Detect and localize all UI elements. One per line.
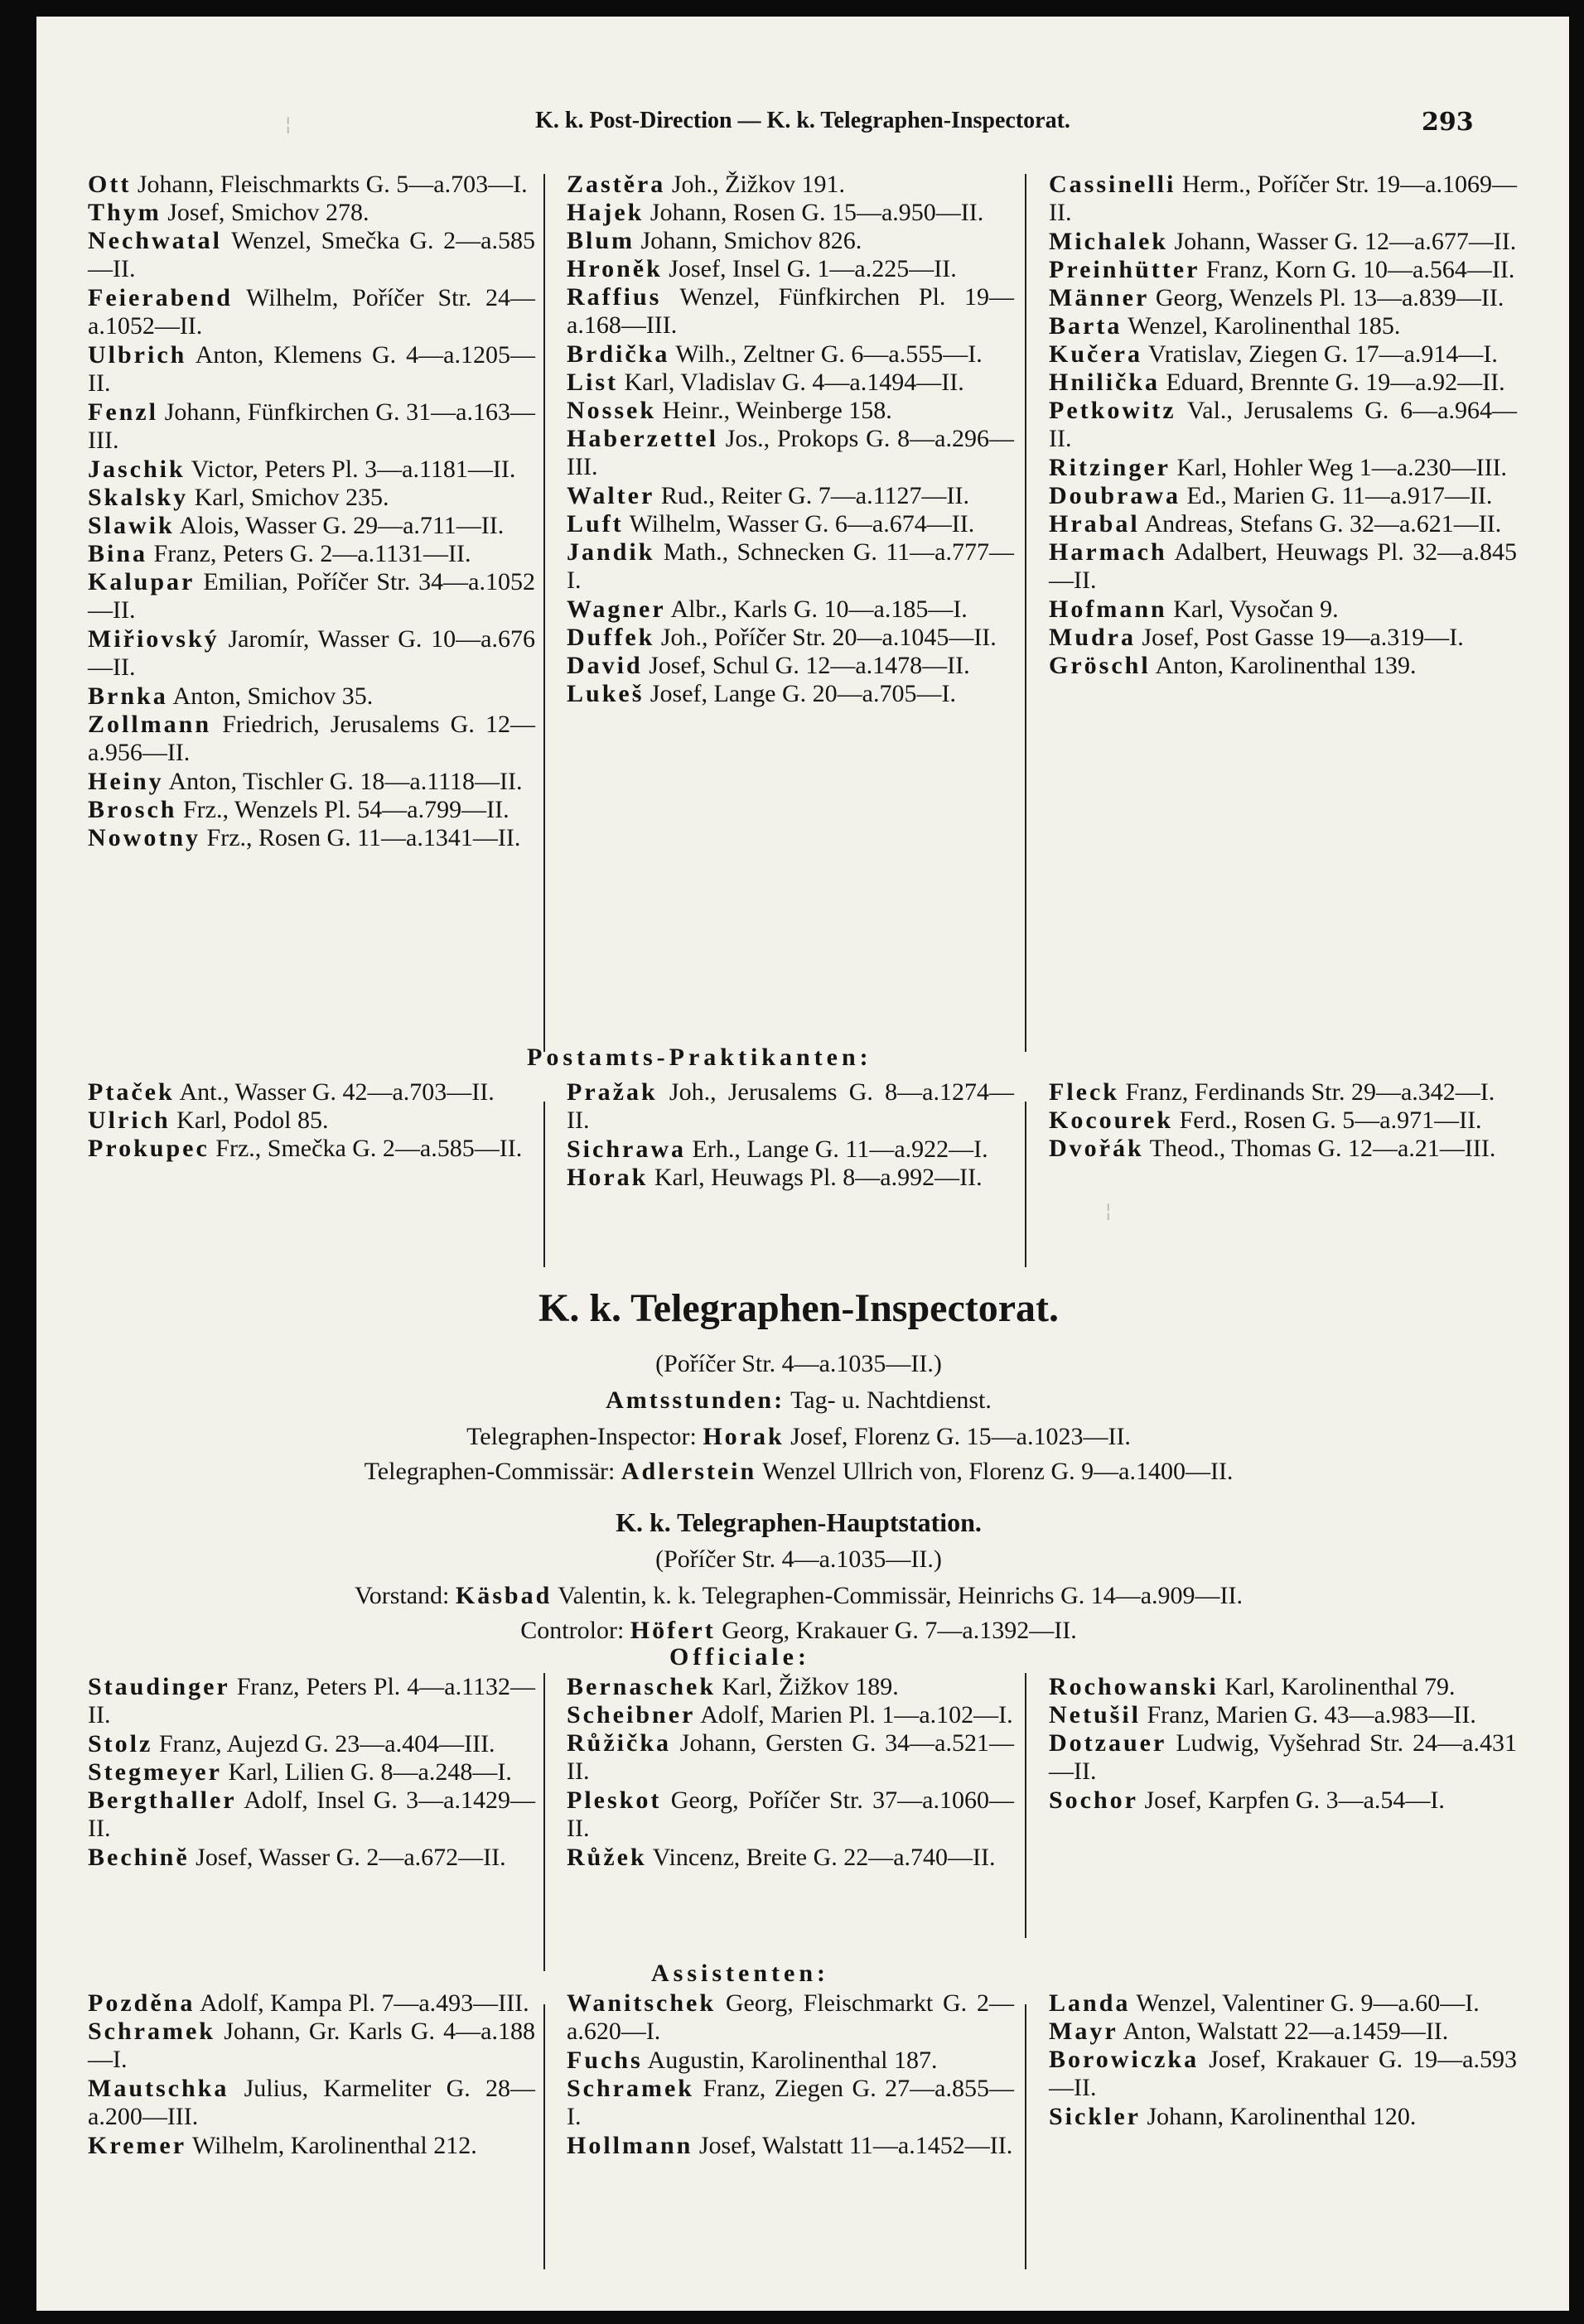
entry-surname: Raffius [567, 283, 662, 311]
directory-entry [567, 1164, 1014, 1192]
entry-surname: Dvořák [1049, 1135, 1144, 1162]
directory-entry [88, 768, 535, 796]
entry-surname: Pražak [567, 1078, 658, 1106]
entry-details: Johann, Smichov 826. [635, 227, 862, 254]
entry-details: Adolf, Kampa Pl. 7—a.493—III. [195, 1989, 529, 2017]
running-header [36, 108, 1569, 141]
entry-surname: Pozděna [88, 1989, 196, 2017]
entry-details: Josef, Krakauer G. 19—a.593—II. [1049, 2046, 1517, 2102]
directory-entry [1049, 397, 1517, 454]
directory-entry [567, 340, 1014, 369]
directory-entry [1049, 1135, 1517, 1163]
entry-surname: Hroněk [567, 255, 663, 282]
section-heading-officiale: Officiale: [669, 1643, 810, 1671]
entry-surname: Schramek [88, 2018, 215, 2045]
entry-surname: Horak [567, 1164, 649, 1191]
entry-details: Georg, Poříčer Str. 37—a.1060—II. [567, 1786, 1014, 1843]
directory-entry [567, 425, 1014, 482]
column-rule [543, 174, 545, 1052]
directory-entry [88, 1730, 535, 1758]
column-rule [1025, 1673, 1026, 1938]
entry-surname: Luft [567, 510, 624, 538]
directory-entry [1049, 652, 1517, 680]
entry-surname: Pleskot [567, 1786, 662, 1814]
entry-details: Joh., Poříčer Str. 20—a.1045—II. [654, 624, 997, 651]
entry-surname: Fleck [1049, 1078, 1119, 1106]
directory-entry [1049, 284, 1517, 312]
directory-entry [88, 2132, 535, 2160]
entry-surname: Nowotny [88, 824, 201, 851]
directory-entry [567, 2132, 1014, 2160]
controlor-name: Höfert [630, 1617, 716, 1644]
entry-surname: Schramek [567, 2075, 694, 2102]
entry-details: Franz, Marien G. 43—a.983—II. [1141, 1701, 1476, 1729]
entry-details: Wilh., Zeltner G. 6—a.555—I. [669, 340, 983, 368]
entry-details: Friedrich, Jerusalems G. 12—a.956—II. [88, 711, 535, 767]
vorstand-name: Käsbad [455, 1582, 553, 1609]
directory-entry [567, 283, 1014, 340]
column-rule [1025, 1102, 1026, 1267]
entry-details: Johann, Karolinenthal 120. [1141, 2103, 1417, 2130]
directory-entry [88, 484, 535, 512]
entry-surname: Männer [1049, 284, 1150, 311]
entry-surname: Brnka [88, 682, 168, 710]
directory-entry [88, 512, 535, 540]
directory-entry [1049, 595, 1517, 624]
entry-surname: Hrabal [1049, 510, 1140, 538]
directory-entry [88, 568, 535, 625]
page-number: 293 [1422, 108, 1474, 137]
entry-surname: Nossek [567, 397, 657, 424]
entry-surname: Harmach [1049, 538, 1167, 566]
entry-surname: Nechwatal [88, 227, 222, 254]
entry-details: Wenzel, Karolinenthal 185. [1122, 312, 1401, 340]
entry-details: Vincenz, Breite G. 22—a.740—II. [646, 1844, 996, 1871]
inspector-label: Telegraphen-Inspector: [466, 1423, 703, 1450]
entry-details: Augustin, Karolinenthal 187. [642, 2047, 938, 2074]
entry-surname: List [567, 369, 619, 396]
directory-entry [1049, 1107, 1517, 1135]
directory-entry [567, 171, 1014, 199]
column-rule [1025, 2004, 1026, 2269]
controlor-line [136, 1617, 1461, 1645]
entry-details: Anton, Tischler G. 18—a.1118—II. [163, 768, 523, 795]
entry-details: Franz, Ferdinands Str. 29—a.342—I. [1118, 1078, 1495, 1106]
entry-surname: Skalsky [88, 484, 189, 511]
entry-surname: Lukeš [567, 680, 645, 707]
entry-surname: Hollmann [567, 2132, 693, 2159]
hauptstation-heading: K. k. Telegraphen-Hauptstation. [616, 1507, 982, 1537]
entry-surname: David [567, 652, 643, 679]
entry-surname: Fuchs [567, 2047, 643, 2074]
document-page [36, 17, 1569, 2311]
entry-details: Ed., Marien G. 11—a.917—II. [1181, 482, 1493, 509]
entry-surname: Dotzauer [1049, 1729, 1167, 1757]
entry-surname: Scheibner [567, 1701, 696, 1729]
column-rule [543, 2004, 545, 2269]
directory-entry [567, 595, 1014, 624]
directory-entry [1049, 482, 1517, 510]
directory-entry [1049, 2103, 1517, 2131]
entry-details: Karl, Žižkov 189. [716, 1673, 899, 1700]
directory-entry [88, 1078, 535, 1107]
directory-entry [88, 227, 535, 284]
directory-entry [88, 1107, 535, 1135]
directory-entry [567, 538, 1014, 595]
entry-surname: Staudinger [88, 1673, 230, 1700]
entry-surname: Wagner [567, 595, 666, 623]
entry-surname: Petkowitz [1049, 397, 1176, 424]
entry-surname: Slawik [88, 512, 175, 539]
entry-details: Joh., Žižkov 191. [665, 171, 845, 198]
entry-details: Johann, Gersten G. 34—a.521—II. [567, 1729, 1014, 1786]
entry-details: Wilhelm, Karolinenthal 212. [186, 2132, 477, 2159]
entry-details: Karl, Lilien G. 8—a.248—I. [221, 1758, 512, 1786]
entry-details: Adolf, Marien Pl. 1—a.102—I. [695, 1701, 1013, 1729]
directory-entry [88, 2075, 535, 2132]
entry-surname: Bechinĕ [88, 1844, 190, 1871]
entry-details: Karl, Vladislav G. 4—a.1494—II. [618, 369, 964, 396]
entry-surname: Thym [88, 199, 162, 226]
commissar-label: Telegraphen-Commissär: [364, 1458, 621, 1485]
directory-entry [88, 1673, 535, 1730]
directory-entry [1049, 1729, 1517, 1786]
directory-entry [1049, 1989, 1517, 2018]
directory-entry [567, 1989, 1014, 2047]
entry-details: Josef, Karpfen G. 3—a.54—I. [1138, 1786, 1445, 1814]
entry-surname: Jandik [567, 538, 655, 566]
entry-surname: Barta [1049, 312, 1123, 340]
entry-surname: Mautschka [88, 2075, 229, 2102]
entry-details: Val., Jerusalems G. 6—a.964—II. [1049, 397, 1517, 453]
entry-surname: Rochowanski [1049, 1673, 1219, 1700]
directory-entry [88, 398, 535, 456]
entry-details: Eduard, Brennte G. 19—a.92—II. [1160, 369, 1505, 396]
directory-entry [567, 2075, 1014, 2132]
hauptstation-address: (Poříčer Str. 4—a.1035—II.) [655, 1545, 942, 1573]
entry-surname: Bina [88, 540, 148, 567]
entry-surname: Netušil [1049, 1701, 1141, 1729]
entry-surname: Stolz [88, 1730, 153, 1757]
directory-entry [88, 1786, 535, 1844]
directory-entry [1049, 1078, 1517, 1107]
entry-details: Joh., Jerusalems G. 8—a.1274—II. [567, 1078, 1014, 1135]
directory-entry [88, 284, 535, 341]
directory-entry [1049, 312, 1517, 340]
inspectorat-address: (Poříčer Str. 4—a.1035—II.) [655, 1350, 942, 1377]
directory-entry [567, 227, 1014, 255]
entry-surname: Feierabend [88, 284, 233, 311]
directory-entry [567, 2047, 1014, 2075]
vorstand-line [136, 1582, 1461, 1610]
entry-surname: Gröschl [1049, 652, 1151, 679]
entry-surname: Sickler [1049, 2103, 1141, 2130]
entry-details: Franz, Korn G. 10—a.564—II. [1200, 256, 1515, 283]
directory-entry [1049, 510, 1517, 538]
entry-details: Andreas, Stefans G. 32—a.621—II. [1139, 510, 1502, 538]
entry-surname: Sichrawa [567, 1135, 686, 1163]
directory-entry [567, 255, 1014, 283]
entry-surname: Mudra [1049, 624, 1136, 651]
entry-surname: Walter [567, 482, 655, 509]
entry-details: Frz., Wenzels Pl. 54—a.799—II. [176, 796, 509, 823]
entry-details: Jaromír, Wasser G. 10—a.676—II. [88, 625, 535, 682]
entry-details: Ant., Wasser G. 42—a.703—II. [174, 1078, 495, 1106]
directory-entry [567, 652, 1014, 680]
entry-surname: Ritzinger [1049, 454, 1171, 481]
entry-surname: Heiny [88, 768, 164, 795]
entry-details: Franz, Peters G. 2—a.1131—II. [147, 540, 471, 567]
entry-surname: Duffek [567, 624, 655, 651]
entry-details: Georg, Fleischmarkt G. 2—a.620—I. [567, 1989, 1014, 2046]
inspectorat-heading: K. k. Telegraphen-Inspectorat. [538, 1286, 1060, 1330]
entry-details: Ludwig, Vyšehrad Str. 24—a.431—II. [1049, 1729, 1517, 1786]
directory-entry [88, 682, 535, 711]
entry-details: Josef, Walstatt 11—a.1452—II. [693, 2132, 1013, 2159]
entry-details: Heinr., Weinberge 158. [656, 397, 892, 424]
entry-details: Johann, Fünfkirchen G. 31—a.163—III. [88, 398, 535, 455]
directory-entry [88, 711, 535, 768]
entry-details: Josef, Schul G. 12—a.1478—II. [642, 652, 970, 679]
directory-entry [1049, 1701, 1517, 1729]
entry-details: Karl, Vysočan 9. [1166, 595, 1339, 623]
directory-entry [1049, 1786, 1517, 1815]
directory-entry [567, 1729, 1014, 1786]
commissar-line [136, 1458, 1461, 1486]
header-title: K. k. Post-Direction — K. k. Telegraphen-Inspectorat. [535, 108, 1070, 133]
directory-entry [567, 1673, 1014, 1701]
directory-entry [567, 397, 1014, 425]
entry-details: Frz., Smečka G. 2—a.585—II. [209, 1135, 523, 1162]
directory-entry [567, 624, 1014, 652]
directory-entry [1049, 256, 1517, 284]
entry-details: Wilhelm, Wasser G. 6—a.674—II. [623, 510, 975, 538]
entry-surname: Jaschik [88, 456, 186, 483]
directory-entry [88, 796, 535, 824]
section-heading-assistenten: Assistenten: [651, 1960, 829, 1987]
column-rule [543, 1673, 545, 1971]
entry-details: Franz, Peters Pl. 4—a.1132—II. [88, 1673, 535, 1729]
entry-details: Karl, Smichov 235. [188, 484, 389, 511]
entry-surname: Zollmann [88, 711, 212, 738]
entry-details: Wenzel, Valentiner G. 9—a.60—I. [1130, 1989, 1480, 2017]
entry-details: Johann, Wasser G. 12—a.677—II. [1168, 228, 1517, 255]
entry-details: Franz, Ziegen G. 27—a.855—I. [567, 2075, 1014, 2131]
entry-details: Albr., Karls G. 10—a.185—I. [665, 595, 968, 623]
entry-surname: Brdička [567, 340, 670, 368]
entry-details: Josef, Post Gasse 19—a.319—I. [1136, 624, 1464, 651]
hours-label: Amtsstunden: [606, 1386, 785, 1414]
entry-details: Emilian, Poříčer Str. 34—a.1052—II. [88, 568, 535, 624]
entry-details: Karl, Podol 85. [170, 1107, 329, 1134]
directory-entry [1049, 1673, 1517, 1701]
vorstand-label: Vorstand: [354, 1582, 456, 1609]
entry-details: Adalbert, Heuwags Pl. 32—a.845—II. [1049, 538, 1517, 595]
directory-entry [567, 1078, 1014, 1135]
inspector-name: Horak [703, 1423, 785, 1450]
directory-entry [88, 341, 535, 398]
directory-entry [88, 171, 535, 199]
entry-details: Josef, Smichov 278. [161, 199, 369, 226]
entry-surname: Hnilička [1049, 369, 1161, 396]
directory-entry [88, 1758, 535, 1786]
entry-details: Karl, Karolinenthal 79. [1218, 1673, 1456, 1700]
controlor-details: Georg, Krakauer G. 7—a.1392—II. [715, 1617, 1077, 1644]
entry-details: Franz, Aujezd G. 23—a.404—III. [152, 1730, 495, 1757]
hours-value: Tag- u. Nachtdienst. [785, 1386, 992, 1414]
entry-details: Herm., Poříčer Str. 19—a.1069—II. [1049, 171, 1517, 227]
entry-surname: Stegmeyer [88, 1758, 222, 1786]
directory-entry [88, 199, 535, 227]
controlor-label: Controlor: [520, 1617, 630, 1644]
directory-entry [567, 369, 1014, 397]
entry-surname: Wanitschek [567, 1989, 717, 2017]
entry-surname: Ulrich [88, 1107, 171, 1134]
entry-details: Wenzel, Fünfkirchen Pl. 19—a.168—III. [567, 283, 1014, 340]
directory-entry [1049, 2018, 1517, 2046]
directory-entry [88, 824, 535, 852]
entry-details: Julius, Karmeliter G. 28—a.200—III. [88, 2075, 535, 2131]
entry-surname: Landa [1049, 1989, 1131, 2017]
directory-entry [1049, 538, 1517, 595]
directory-entry [567, 1786, 1014, 1844]
directory-entry [88, 2018, 535, 2075]
entry-surname: Borowiczka [1049, 2046, 1200, 2073]
entry-surname: Fenzl [88, 398, 158, 426]
entry-surname: Prokupec [88, 1135, 210, 1162]
directory-entry [1049, 2046, 1517, 2103]
entry-details: Anton, Walstatt 22—a.1459—II. [1118, 2018, 1449, 2045]
directory-entry [567, 199, 1014, 227]
entry-details: Erh., Lange G. 11—a.922—I. [686, 1135, 988, 1163]
directory-entry [1049, 369, 1517, 397]
entry-details: Victor, Peters Pl. 3—a.1181—II. [185, 456, 516, 483]
entry-details: Math., Schnecken G. 11—a.777—I. [567, 538, 1014, 595]
entry-surname: Cassinelli [1049, 171, 1176, 198]
entry-surname: Bernaschek [567, 1673, 716, 1700]
entry-details: Jos., Prokops G. 8—a.296—III. [567, 425, 1014, 481]
bleed-through-mark: ¦ [1105, 1201, 1112, 1222]
entry-surname: Brosch [88, 796, 177, 823]
entry-surname: Michalek [1049, 228, 1168, 255]
entry-surname: Doubrawa [1049, 482, 1181, 509]
directory-entry [1049, 454, 1517, 482]
directory-entry [1049, 624, 1517, 652]
directory-entry [88, 1989, 535, 2018]
commissar-details: Wenzel Ullrich von, Florenz G. 9—a.1400—II. [756, 1458, 1234, 1485]
directory-entry [567, 510, 1014, 538]
entry-details: Vratislav, Ziegen G. 17—a.914—I. [1142, 340, 1498, 368]
commissar-name: Adlerstein [621, 1458, 757, 1485]
entry-details: Josef, Insel G. 1—a.225—II. [662, 255, 957, 282]
directory-entry [1049, 171, 1517, 228]
entry-surname: Sochor [1049, 1786, 1138, 1814]
entry-surname: Kremer [88, 2132, 187, 2159]
entry-details: Johann, Fleischmarkts G. 5—a.703—I. [131, 171, 528, 198]
entry-details: Johann, Rosen G. 15—a.950—II. [644, 199, 984, 226]
entry-details: Anton, Smichov 35. [167, 682, 374, 710]
section-heading-praktikanten: Postamts-Praktikanten: [527, 1044, 872, 1071]
entry-details: Adolf, Insel G. 3—a.1429—II. [88, 1786, 535, 1843]
entry-surname: Růžek [567, 1844, 647, 1871]
entry-surname: Kučera [1049, 340, 1142, 368]
bleed-through-mark: ¦ [285, 114, 292, 135]
directory-entry [1049, 340, 1517, 369]
entry-details: Josef, Wasser G. 2—a.672—II. [189, 1844, 506, 1871]
entry-details: Georg, Wenzels Pl. 13—a.839—II. [1149, 284, 1504, 311]
entry-details: Karl, Heuwags Pl. 8—a.992—II. [648, 1164, 983, 1191]
directory-entry [567, 1701, 1014, 1729]
entry-details: Johann, Gr. Karls G. 4—a.188—I. [88, 2018, 535, 2074]
directory-entry [567, 1135, 1014, 1164]
entry-surname: Kalupar [88, 568, 196, 595]
entry-details: Anton, Klemens G. 4—a.1205—II. [88, 341, 535, 398]
directory-entry [88, 1135, 535, 1163]
entry-surname: Hofmann [1049, 595, 1167, 623]
inspector-line [136, 1423, 1461, 1451]
entry-surname: Ott [88, 171, 132, 198]
entry-surname: Ulbrich [88, 341, 187, 369]
directory-entry [1049, 228, 1517, 256]
directory-entry [567, 680, 1014, 708]
directory-entry [567, 482, 1014, 510]
entry-surname: Kocourek [1049, 1107, 1174, 1134]
entry-surname: Miřiovský [88, 625, 220, 653]
vorstand-details: Valentin, k. k. Telegraphen-Commissär, Heinrichs G. 14—a.909—II. [552, 1582, 1244, 1609]
entry-details: Josef, Lange G. 20—a.705—I. [644, 680, 956, 707]
entry-details: Frz., Rosen G. 11—a.1341—II. [200, 824, 521, 851]
entry-surname: Haberzettel [567, 425, 718, 452]
entry-surname: Hajek [567, 199, 645, 226]
entry-surname: Růžička [567, 1729, 671, 1757]
column-rule [1025, 174, 1026, 1052]
entry-details: Ferd., Rosen G. 5—a.971—II. [1173, 1107, 1482, 1134]
directory-entry [88, 456, 535, 484]
entry-details: Wenzel, Smečka G. 2—a.585—II. [88, 227, 535, 283]
column-rule [543, 1102, 545, 1267]
entry-details: Karl, Hohler Weg 1—a.230—III. [1170, 454, 1508, 481]
entry-details: Wilhelm, Poříčer Str. 24—a.1052—II. [88, 284, 535, 340]
inspectorat-hours [136, 1386, 1461, 1415]
entry-details: Anton, Karolinenthal 139. [1150, 652, 1417, 679]
directory-entry [88, 625, 535, 682]
entry-details: Theod., Thomas G. 12—a.21—III. [1143, 1135, 1496, 1162]
entry-surname: Ptaček [88, 1078, 175, 1106]
directory-entry [88, 1844, 535, 1872]
entry-details: Rud., Reiter G. 7—a.1127—II. [654, 482, 969, 509]
entry-surname: Bergthaller [88, 1786, 237, 1814]
entry-surname: Preinhütter [1049, 256, 1200, 283]
entry-surname: Blum [567, 227, 635, 254]
entry-surname: Zastěra [567, 171, 666, 198]
entry-details: Alois, Wasser G. 29—a.711—II. [174, 512, 505, 539]
directory-entry [567, 1844, 1014, 1872]
directory-entry [88, 540, 535, 568]
inspector-details: Josef, Florenz G. 15—a.1023—II. [784, 1423, 1131, 1450]
entry-surname: Mayr [1049, 2018, 1118, 2045]
